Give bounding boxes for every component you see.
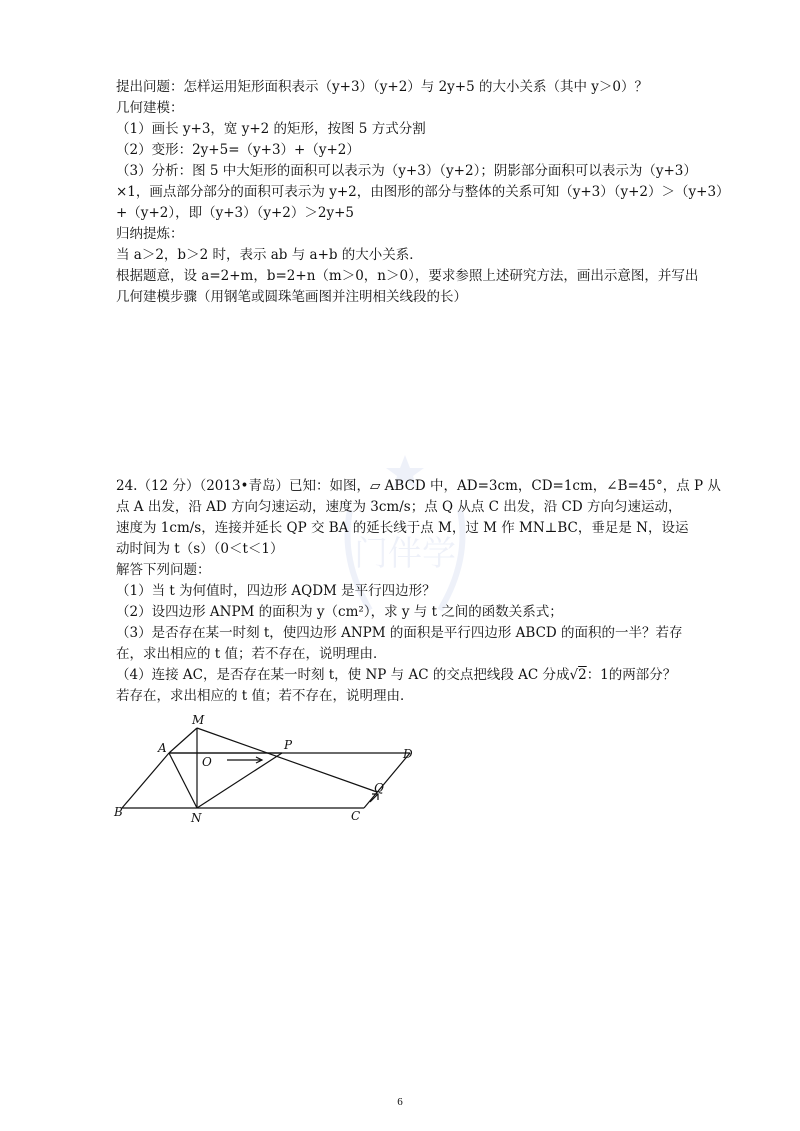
segment-am (169, 728, 197, 753)
text-line: 提出问题：怎样运用矩形面积表示（y+3）（y+2）与 2y+5 的大小关系（其中 y＞0）？ (116, 79, 649, 95)
text-line: 点 A 出发，沿 AD 方向匀速运动，速度为 3cm/s；点 Q 从点 C 出发，沿 CD 方向匀速运动， (116, 499, 682, 515)
label-n: N (191, 811, 202, 825)
sqrt-radicand: 2 (578, 667, 587, 683)
segment-an (169, 753, 197, 808)
q4-text-after: 的两部分？ (608, 667, 677, 683)
text-line: 速度为 1cm/s，连接并延长 QP 交 BA 的延长线于点 M，过 M 作 MN⊥BC，垂足是 N，设运 (116, 520, 689, 536)
label-o: O (202, 755, 212, 769)
text-line: ×1，画点部分部分的面积可表示为 y+2，由图形的部分与整体的关系可知（y+3）（y+2）＞（y+3） (116, 184, 730, 200)
text-line: +（y+2），即（y+3）（y+2）＞2y+5 (116, 205, 355, 221)
label-q: Q (374, 781, 384, 795)
label-a: A (158, 741, 167, 755)
segment-dc (364, 753, 410, 808)
text-line: 解答下列问题： (116, 562, 211, 578)
label-c: C (351, 809, 361, 823)
text-line: 归纳提炼： (116, 226, 184, 242)
question-3: （3）是否存在某一时刻 t，使四边形 ANPM 的面积是平行四边形 ABCD 的面积的一半？若存 (116, 625, 683, 641)
question-4 (116, 666, 696, 684)
sqrt-symbol: √ (569, 667, 579, 683)
question-1: （1）当 t 为何值时，四边形 AQDM 是平行四边形？ (116, 583, 436, 599)
text-line: 动时间为 t（s）（0＜t＜1） (116, 541, 284, 557)
label-p: P (284, 738, 293, 752)
text-line: 几何建模： (116, 100, 184, 116)
text-line: （1）画长 y+3，宽 y+2 的矩形，按图 5 方式分割 (116, 121, 426, 137)
text-line: （2）变形：2y+5=（y+3）+（y+2） (116, 142, 360, 158)
segment-ba (122, 753, 169, 808)
text-line: 在，求出相应的 t 值；若不存在，说明理由． (116, 646, 387, 662)
question-2: （2）设四边形 ANPM 的面积为 y（cm²），求 y 与 t 之间的函数关系式； (116, 604, 563, 620)
text-line: （3）分析：图 5 中大矩形的面积可以表示为（y+3）（y+2）；阴影部分面积可以表示为（y+3） (116, 163, 697, 179)
label-b: B (114, 805, 123, 819)
parallelogram-figure (112, 712, 422, 832)
q4-text-before: （4）连接 AC，是否存在某一时刻 t，使 NP 与 AC 的交点把线段 AC 分成 (116, 667, 570, 683)
watermark-text: 门伴学 (354, 534, 456, 574)
text-line: 若存在，求出相应的 t 值；若不存在，说明理由． (116, 688, 414, 704)
label-m: M (192, 713, 205, 727)
text-line: 当 a＞2，b＞2 时，表示 ab 与 a+b 的大小关系． (116, 247, 423, 263)
ratio-text: ：1 (586, 667, 609, 683)
problem-header: 24.（12 分）（2013•青岛）已知：如图，▱ ABCD 中，AD=3cm，CD=1cm，∠B=45°，点 P 从 (116, 478, 721, 494)
page-number: 6 (397, 1096, 403, 1108)
text-line: 根据题意，设 a=2+m，b=2+n（m＞0，n＞0），要求参照上述研究方法，画出示意图，并写出 (116, 268, 699, 284)
label-d: D (403, 747, 413, 761)
text-line: 几何建模步骤（用钢笔或圆珠笔画图并注明相关线段的长） (116, 289, 467, 305)
